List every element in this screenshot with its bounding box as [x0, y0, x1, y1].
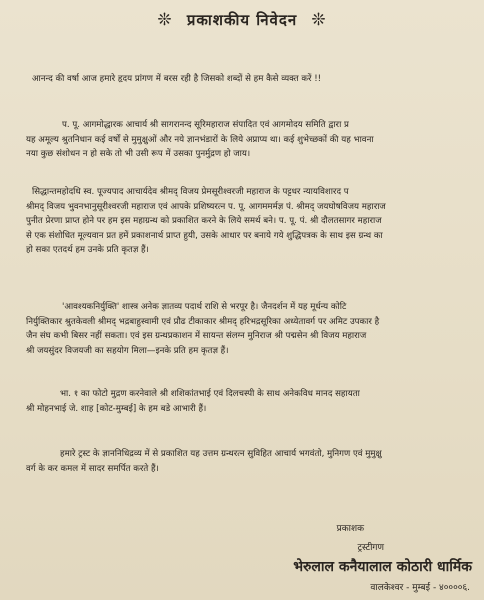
paragraph-inspiration	[26, 185, 474, 258]
paragraph-line: जैन संघ कभी बिसर नहीं सकता। एवं इस ग्रन्थप्रकाशन में सायन्त संलग्न मुनिराज श्री पद्मसेन श्री विजय महाराज	[26, 331, 367, 341]
title-text: प्रकाशकीय निवेदन	[186, 11, 298, 29]
paragraph-line: से एक संशोधित मूल्यवान प्रत हमें प्रकाशनार्थ प्राप्त हुयी, उसके आधार पर बनाये गये शुद्धिपत्रक के साथ इस ग्रन्थ का	[26, 230, 383, 241]
paragraph-acknowledgement	[26, 387, 474, 416]
signature-role: प्रकाशक	[336, 524, 364, 534]
paragraph-line: वर्ग के कर कमल में सादर समर्पित करते हैं।	[26, 463, 159, 474]
signature-name: भेरुलाल कनैयालाल कोठारी धार्मिक	[293, 559, 472, 575]
signature-address: वालकेश्वर - मुम्बई - ४००००६.	[370, 583, 470, 593]
paragraph-line: यह अमूल्य श्रुतनिधान कई वर्षों से मुमुक्षुओं और नये ज्ञानभंडारों के लिये अप्राप्य था। कई शुभेच्छकों की यह भावना	[26, 134, 374, 145]
page-title	[0, 10, 484, 30]
paragraph-line: श्रीमद् विजय भुवनभानुसूरीश्वरजी महाराज एवं आपके प्रशिष्यरत्न प. पू. आगममर्मज्ञ पं. श्रीमद् जयघोषविजय महाराज	[26, 201, 386, 212]
paragraph-line: आनन्द की वर्षा आज हमारे हृदय प्रांगण में बरस रही है जिसको शब्दों से हम कैसे व्यक्त करें !!	[32, 74, 322, 84]
paragraph-line: नया कुछ संशोधन न हो सके तो भी उसी रूप में उसका पुनर्मुद्रण हो जाय।	[26, 149, 251, 159]
signature-trust: ट्रस्टीगण	[357, 543, 384, 553]
paragraph-scripture	[26, 300, 474, 358]
paragraph-line: हो सका एतदर्थ हम उनके प्रति कृतज्ञ हैं।	[26, 245, 149, 255]
paragraph-line: श्री मोहनभाई जे. शाह [कोट-मुम्बई] के हम बडे आभारी हैं।	[26, 403, 207, 414]
paragraph-line: सिद्धान्तमहोदधि स्व. पूज्यपाद आचार्यदेव श्रीमद् विजय प्रेमसूरीश्वरजी महाराज के पट्टधर न्यायविशारद प	[32, 187, 349, 197]
paragraph-line: पुनीत प्रेरणा प्राप्त होने पर हम इस महाग्रन्थ को प्रकाशित करने के लिये समर्थ बने। प. पू. पं. श्री दौलतसागर महाराज	[26, 216, 382, 226]
paragraph-line: 'आवश्यकनिर्युक्ति' शास्त्र अनेक ज्ञातव्य पदार्थ राशि से भरपूर है। जैनदर्शन में यह मूर्धन्य कोटि	[62, 302, 347, 312]
ornament-star-icon: ❊	[157, 10, 173, 30]
paragraph-line: निर्युक्तिकार श्रुतकेवली श्रीमद् भद्रबाहुस्वामी एवं प्रौढ टीकाकार श्रीमद् हरिभद्रसूरिका अध्येतावर्ग पर अमिट उपकार है	[26, 316, 380, 327]
paragraph-line: श्री जयसुंदर विजयजी का सहयोग मिला—इनके प्रति हम कृतज्ञ हैं।	[26, 345, 229, 356]
paragraph-background	[26, 118, 474, 162]
paragraph-dedication	[26, 447, 474, 476]
paragraph-joy	[32, 72, 480, 87]
paragraph-line: प. पू. आगमोद्धारक आचार्य श्री सागरानन्द सूरिमहाराज संपादित एवं आगमोदय समिति द्वारा प्र	[62, 120, 349, 130]
ornament-star-icon: ❊	[311, 10, 327, 30]
paragraph-line: भा. १ का फोटो मुद्रण करनेवाले श्री शशिकांतभाई एवं दिलचस्पी के साथ अनेकविध मानद सहायता	[60, 389, 360, 399]
paragraph-line: हमारे ट्रस्ट के ज्ञाननिधिद्रव्य में से प्रकाशित यह उत्तम ग्रन्थरत्न सुविहित आचार्य भगवंतो, मुनिगण एवं मुमुक्षु	[60, 449, 382, 459]
